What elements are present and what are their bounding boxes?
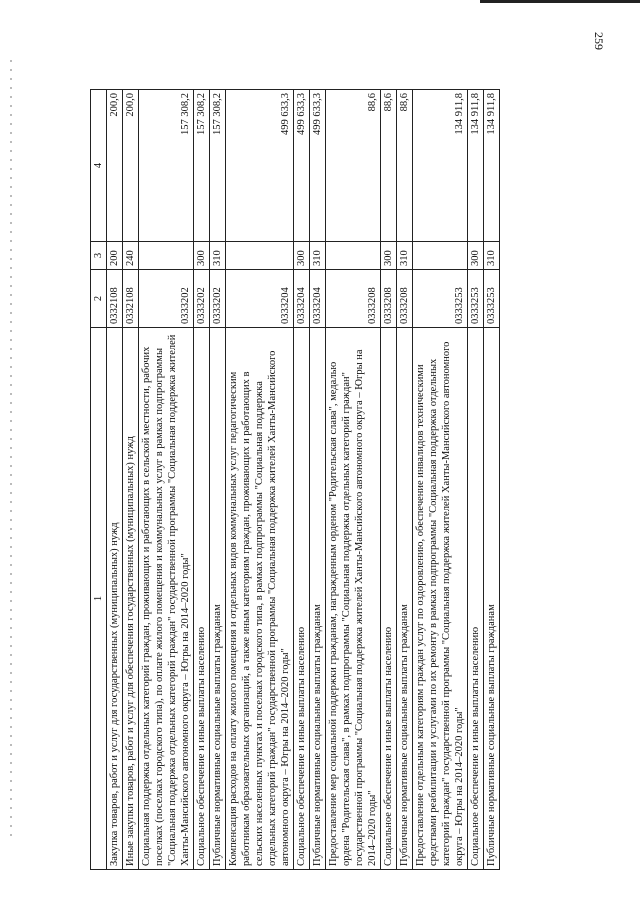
- table-row: [326, 90, 381, 870]
- row-code: 0333204: [294, 270, 310, 328]
- row-amount: 134 911,8: [468, 90, 484, 242]
- row-code: 0333253: [484, 270, 500, 328]
- row-amount: 88,6: [381, 90, 397, 242]
- table-row: [107, 90, 123, 870]
- row-name: Социальное обеспечение и иные выплаты населению: [468, 328, 484, 870]
- row-type: 310: [310, 242, 326, 270]
- row-type: [413, 242, 468, 270]
- rotated-table-container: [90, 90, 580, 870]
- table-row: [484, 90, 500, 870]
- row-type: 310: [484, 242, 500, 270]
- row-code: 0333253: [413, 270, 468, 328]
- row-amount: 157 308,2: [210, 90, 226, 242]
- row-amount: 134 911,8: [484, 90, 500, 242]
- row-type: 300: [381, 242, 397, 270]
- table-row: [123, 90, 139, 870]
- row-code: 0332108: [123, 270, 139, 328]
- table-row: [226, 90, 294, 870]
- page-number: 259: [592, 32, 606, 50]
- row-code: 0332108: [107, 270, 123, 328]
- row-code: 0333202: [194, 270, 210, 328]
- row-type: 310: [397, 242, 413, 270]
- row-type: [139, 242, 194, 270]
- row-amount: 499 633,3: [310, 90, 326, 242]
- row-amount: 499 633,3: [226, 90, 294, 242]
- row-type: 200: [107, 242, 123, 270]
- row-amount: 499 633,3: [294, 90, 310, 242]
- table-row: [194, 90, 210, 870]
- scan-edge-mark: [480, 0, 640, 3]
- row-code: 0333253: [468, 270, 484, 328]
- table-row: [468, 90, 484, 870]
- row-code: 0333204: [310, 270, 326, 328]
- row-type: 240: [123, 242, 139, 270]
- row-name: Социальное обеспечение и иные выплаты населению: [381, 328, 397, 870]
- table-row: [210, 90, 226, 870]
- table-row: [381, 90, 397, 870]
- row-code: 0333202: [210, 270, 226, 328]
- row-name: Социальное обеспечение и иные выплаты населению: [294, 328, 310, 870]
- header-name: 1: [91, 328, 107, 870]
- row-code: 0333208: [326, 270, 381, 328]
- row-amount: 134 911,8: [413, 90, 468, 242]
- row-type: [326, 242, 381, 270]
- row-name: Компенсация расходов на оплату жилого помещения и отдельных видов коммунальных услуг педагогическим работникам образовательных организаций, а также иным категориям граждан, проживающих и работающих в сельских населенных пунктах и поселках городского типа, в рамках подпрограммы "Социальная поддержка отдельных категорий граждан" государственной программы "Социальная поддержка жителей Ханты-Мансийского автономного округа – Югры на 2014–2020 годы": [226, 328, 294, 870]
- row-amount: 157 308,2: [139, 90, 194, 242]
- row-name: Публичные нормативные социальные выплаты гражданам: [397, 328, 413, 870]
- row-code: 0333208: [381, 270, 397, 328]
- table-row: [310, 90, 326, 870]
- table-row: [139, 90, 194, 870]
- row-type: [226, 242, 294, 270]
- row-name: Предоставление отдельным категориям граждан услуг по оздоровлению, обеспечение инвалидов техническими средствами реабилитации и услугами по их ремонту в рамках подпрограммы "Социальная поддержка отдельных категорий граждан" государственной программы "Социальная поддержка жителей Ханты-Мансийского автономного округа – Югры на 2014–2020 годы": [413, 328, 468, 870]
- budget-table: [90, 89, 500, 870]
- table-row: [397, 90, 413, 870]
- scan-dotted-edge: [10, 60, 12, 840]
- row-name: Закупка товаров, работ и услуг для государственных (муниципальных) нужд: [107, 328, 123, 870]
- header-code: 2: [91, 270, 107, 328]
- row-type: 300: [194, 242, 210, 270]
- row-amount: 88,6: [326, 90, 381, 242]
- row-code: 0333208: [397, 270, 413, 328]
- row-amount: 200,0: [107, 90, 123, 242]
- row-code: 0333202: [139, 270, 194, 328]
- table-row: [413, 90, 468, 870]
- row-name: Социальное обеспечение и иные выплаты населению: [194, 328, 210, 870]
- header-type: 3: [91, 242, 107, 270]
- row-name: Иные закупки товаров, работ и услуг для обеспечения государственных (муниципальных) нужд: [123, 328, 139, 870]
- header-row: [91, 90, 107, 870]
- row-name: Публичные нормативные социальные выплаты гражданам: [210, 328, 226, 870]
- row-name: Публичные нормативные социальные выплаты гражданам: [484, 328, 500, 870]
- row-code: 0333204: [226, 270, 294, 328]
- row-amount: 88,6: [397, 90, 413, 242]
- row-type: 310: [210, 242, 226, 270]
- table-row: [294, 90, 310, 870]
- row-name: Публичные нормативные социальные выплаты гражданам: [310, 328, 326, 870]
- row-amount: 157 308,2: [194, 90, 210, 242]
- row-name: Предоставление мер социальной поддержки гражданам, награжденным орденом "Родительская слава", медалью ордена "Родительская слава", в рамках подпрограммы "Социальная поддержка отдельных категорий граждан" государственной программы "Социальная поддержка жителей Ханты-Мансийского автономного округа – Югры на 2014–2020 годы": [326, 328, 381, 870]
- header-amount: 4: [91, 90, 107, 242]
- row-type: 300: [294, 242, 310, 270]
- row-amount: 200,0: [123, 90, 139, 242]
- row-name: Социальная поддержка отдельных категорий граждан, проживающих и работающих в сельской местности, рабочих поселках (поселках городского типа), по оплате жилого помещения и коммунальных услуг в рамках подпрограммы "Социальная поддержка отдельных категорий граждан" государственной программы "Социальная поддержка жителей Ханты-Мансийского автономного округа – Югры на 2014–2020 годы": [139, 328, 194, 870]
- row-type: 300: [468, 242, 484, 270]
